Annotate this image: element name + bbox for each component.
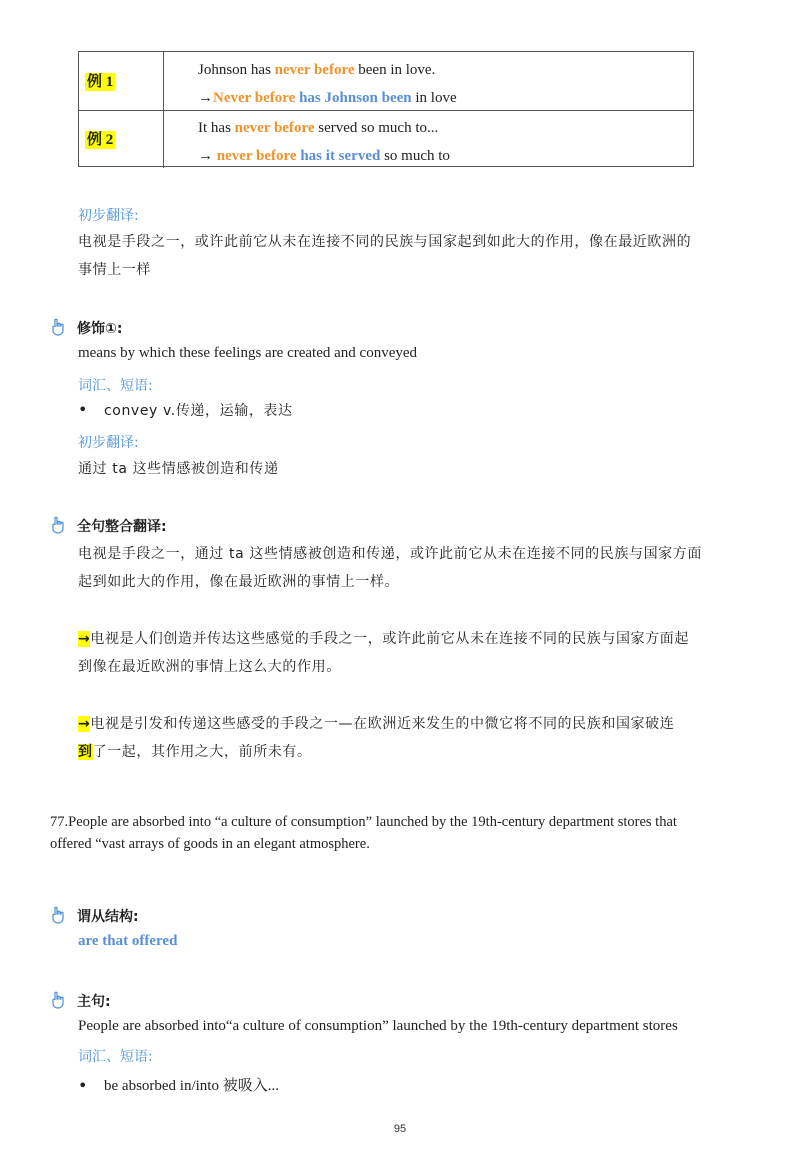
text-segment: It has — [198, 120, 235, 136]
vocab-item: convey v.传递，运输，表达 — [104, 403, 293, 419]
example-original-sentence — [198, 119, 438, 137]
highlight-segment: never before — [274, 62, 355, 78]
section-header-full-translation — [50, 514, 750, 540]
modifier-phrase: means by which these feelings are created and conveyed — [78, 345, 418, 361]
example-label-cell — [79, 110, 164, 168]
bullet-icon: • — [78, 400, 88, 419]
section-header-clause — [50, 904, 750, 930]
highlight-segment: never before — [216, 148, 297, 164]
table-row — [79, 52, 693, 111]
page-number: 95 — [393, 1123, 407, 1135]
arrow-highlight: → — [78, 716, 91, 732]
text-segment: in love — [411, 90, 457, 106]
section-header-main-clause — [50, 989, 750, 1015]
text-segment: served so much to... — [314, 120, 439, 136]
alt-translation-line: 到像在最近欧洲的事情上这么大的作用。 — [78, 659, 341, 675]
highlight-segment: has it served — [296, 148, 381, 164]
alt-translation-line — [78, 625, 689, 653]
main-clause-text: People are absorbed into“a culture of consumption” launched by the 19th-century department stores — [78, 1018, 678, 1034]
prelim-translation-line: 电视是手段之一，或许此前它从未在连接不同的民族与国家起到如此大的作用，像在最近欧洲的 — [78, 234, 692, 250]
full-translation-line: 起到如此大的作用，像在最近欧洲的事情上一样。 — [78, 574, 400, 590]
text-segment: Johnson has — [198, 62, 275, 78]
pointing-hand-icon — [50, 906, 66, 924]
text-segment: 电视是引发和传递这些感受的手段之一—在欧洲近来发生的中微它将不同的民族和国家破连 — [90, 716, 675, 732]
highlight-segment: never before — [234, 120, 315, 136]
vocab-heading: 词汇、短语: — [78, 378, 153, 394]
prelim-translation-text: 通过 ta 这些情感被创造和传递 — [78, 461, 279, 477]
highlight-segment: 到 — [78, 744, 93, 760]
vocab-heading: 词汇、短语: — [78, 1049, 153, 1065]
arrow-glyph: → — [198, 90, 213, 106]
arrow-highlight: → — [78, 631, 91, 647]
highlight-segment: has Johnson been — [295, 90, 412, 106]
example-label-cell — [79, 52, 164, 110]
example-original-sentence — [198, 61, 435, 79]
pointing-hand-icon — [50, 516, 66, 534]
question-sentence-line: 77.People are absorbed into “a culture of consumption” launched by the 19th-century department stores that — [50, 814, 677, 830]
clause-structure-text: are that offered — [78, 933, 178, 949]
text-segment: so much to — [380, 148, 450, 164]
full-translation-line: 电视是手段之一，通过 ta 这些情感被创造和传递，或许此前它从未在连接不同的民族与国家方面 — [78, 546, 702, 562]
text-segment: 了一起，其作用之大，前所未有。 — [92, 744, 312, 760]
table-row — [79, 110, 693, 168]
example-label: 例 2 — [87, 132, 114, 148]
question-sentence-line: offered “vast arrays of goods in an elegant atmosphere. — [50, 836, 370, 852]
pointing-hand-icon — [50, 991, 66, 1009]
alt-translation-line — [78, 710, 674, 738]
bullet-icon: • — [78, 1076, 88, 1095]
alt-translation-line — [78, 738, 312, 766]
section-title: 主句: — [77, 994, 111, 1010]
pointing-hand-icon — [50, 318, 66, 336]
section-title: 谓从结构: — [77, 909, 139, 925]
example-table — [78, 51, 694, 167]
section-title: 修饰①: — [77, 321, 123, 337]
prelim-translation-line: 事情上一样 — [78, 262, 151, 278]
vocab-item: be absorbed in/into 被吸入... — [104, 1078, 279, 1094]
example-label: 例 1 — [87, 74, 114, 90]
arrow-glyph: → — [198, 148, 217, 164]
prelim-translation-heading: 初步翻译: — [78, 435, 139, 451]
example-inverted-sentence — [198, 89, 457, 107]
highlight-segment: Never before — [213, 90, 296, 106]
prelim-translation-heading: 初步翻译: — [78, 208, 139, 224]
text-segment: 电视是人们创造并传达这些感觉的手段之一，或许此前它从未在连接不同的民族与国家方面起 — [90, 631, 689, 647]
example-inverted-sentence — [198, 147, 450, 165]
text-segment: been in love. — [354, 62, 436, 78]
section-title: 全句整合翻译: — [77, 519, 167, 535]
section-header-modifier — [50, 316, 750, 342]
